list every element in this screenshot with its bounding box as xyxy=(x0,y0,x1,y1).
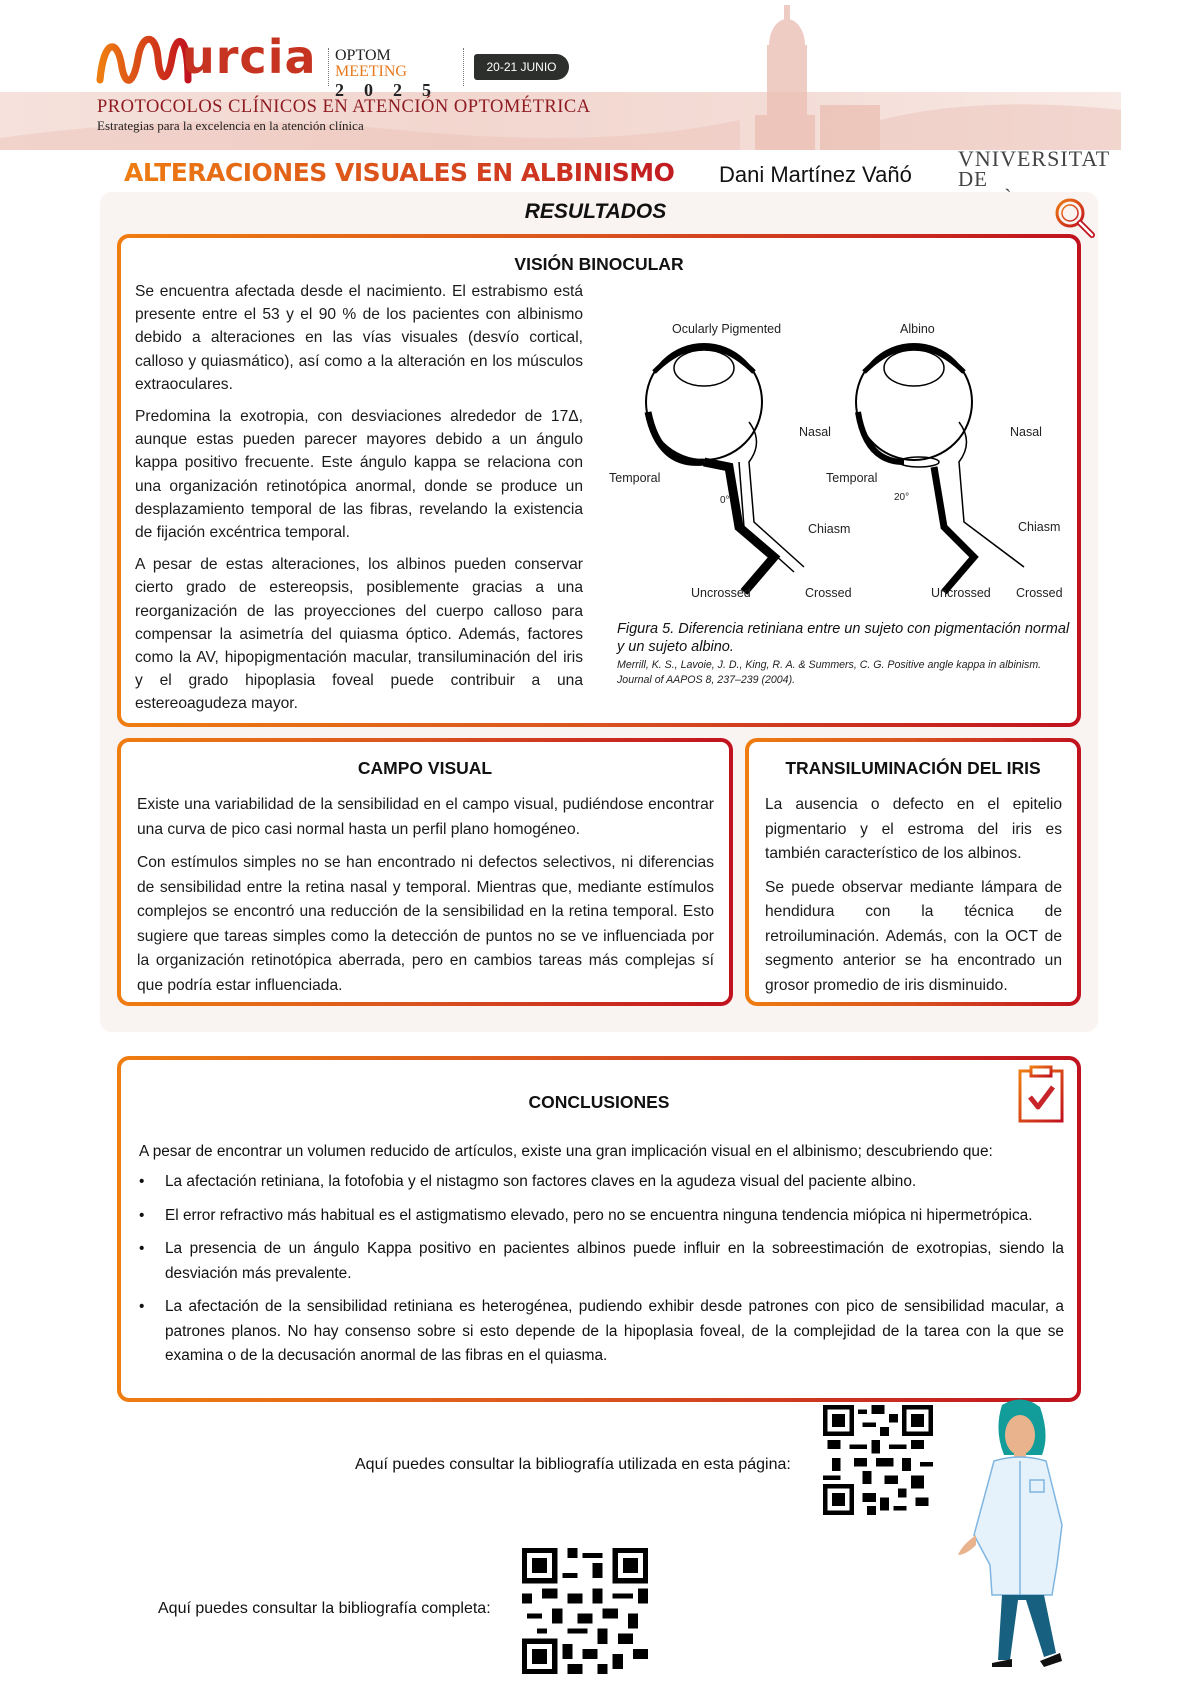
qr-code-full-bibliography[interactable] xyxy=(522,1548,648,1674)
visual-field-title: CAMPO VISUAL xyxy=(357,758,493,778)
pigmented-eye xyxy=(646,344,804,592)
conclusions-list xyxy=(139,1170,1064,1378)
figure-caption: Figura 5. Diferencia retiniana entre un sujeto con pigmentación normal y un sujeto albino. xyxy=(617,621,1070,655)
event-name: OPTOM MEETING xyxy=(335,47,407,80)
event-badge xyxy=(328,47,464,100)
clipboard-check-icon xyxy=(1016,1063,1066,1123)
poster-title: ALTERACIONES VISUALES EN ALBINISMO xyxy=(124,158,675,187)
iris-title: TRANSILUMINACIÓN DEL IRIS xyxy=(785,758,1041,778)
qr-code-page-bibliography[interactable] xyxy=(822,1405,934,1515)
conference-tagline: Estrategias para la excelencia en la atención clínica xyxy=(97,118,364,133)
conclusions-intro: A pesar de encontrar un volumen reducido de artículos, existe una gran implicación visual en el albinismo; descubriendo que: xyxy=(139,1143,993,1160)
optometrist-illustration xyxy=(952,1395,1092,1680)
conclusion-item: • La afectación de la sensibilidad retiniana es heterogénea, pudiendo exhibir desde patrones con pico de sensibilidad macular, a patrones planos. No hay consenso sobre si esto depende de la hipoplasia foveal, de la complejidad de la tarea con la que se examina o de la decusación anormal de las fibras en el quiasma. xyxy=(139,1295,1064,1369)
figure-citation: Merrill, K. S., Lavoie, J. D., King, R. A. & Summers, C. G. Positive angle kappa in albinism. Journal of AAPOS 8, 237–239 (2004). xyxy=(617,659,1042,686)
binocular-title: VISIÓN BINOCULAR xyxy=(514,254,684,274)
conclusion-item: • La presencia de un ángulo Kappa positivo en pacientes albinos puede influir en la sobreestimación de exotropias, siendo la desviación más prevalente. xyxy=(139,1237,1064,1286)
binocular-text: Se encuentra afectada desde el nacimiento. El estrabismo está presente entre el 53 y el 90 % de los pacientes con albinismo debido a alteraciones en las vías visuales (desvío cortical, calloso y quiasmático), así como a la alteración en los músculos extraoculares. Predomina la exotropia, con desviaciones alrededor de 17Δ, aunque estas pueden parecer mayores debido a un ángulo kappa positivo frecuente. Este ángulo kappa se relaciona con una organización retinotópica anormal, donde se produce un desplazamiento temporal de las fibras, revelando la existencia de fijación excéntrica temporal. A pesar de estas alteraciones, los albinos pueden conservar cierto grado de estereopsis, posiblemente gracias a una reorganización de las proyecciones del cuerpo calloso para compensar la asimetría del quiasma óptico. Además, factores como la AV, hipopigmentación macular, transiluminación del iris y el grado hipoplasia foveal puede contribuir a una estereoagudeza mayor. xyxy=(135,283,583,713)
author-name: Dani Martínez Vañó xyxy=(719,162,912,187)
conclusion-item: • La afectación retiniana, la fotofobia y el nistagmo son factores claves en la agudeza visual del paciente albino. xyxy=(139,1170,1064,1195)
bibliography-full-label: Aquí puedes consultar la bibliografía completa: xyxy=(158,1600,491,1617)
bibliography-page-label: Aquí puedes consultar la bibliografía utilizada en esta página: xyxy=(355,1456,791,1473)
date-badge: 20-21 JUNIO xyxy=(474,54,569,80)
conclusion-item: • El error refractivo más habitual es el astigmatismo elevado, pero no se encuentra ninguna tendencia miópica ni hipermetrópica. xyxy=(139,1204,1064,1229)
logo-text: urcia xyxy=(182,30,317,84)
conclusions-title: CONCLUSIONES xyxy=(528,1092,670,1112)
retina-figure: Ocularly Pigmented Albino Nasal Nasal Temporal Temporal 0° 20° Chiasm Chiasm Uncrossed Crossed Uncrossed Crossed xyxy=(604,302,1074,607)
conference-subtitle: PROTOCOLOS CLÍNICOS EN ATENCIÓN OPTOMÉTRICA xyxy=(97,97,591,117)
eye-diagram xyxy=(604,302,1074,607)
university-logo: VNIVERSITAT DE xyxy=(958,146,1111,191)
visual-field-text: Existe una variabilidad de la sensibilidad en el campo visual, pudiéndose encontrar una curva de pico casi normal hasta un perfil plano homogéneo. Con estímulos simples no se han encontrado ni defectos selectivos, ni diferencias de sensibilidad entre la retina nasal y temporal. Mientras que, mediante estímulos complejos se encontró una reducción de la sensibilidad en la retina temporal. Esto sugiere que tareas simples como la detección de puntos no se ve influenciada por la organización retinotópica aberrada, pero en cambios tareas más complejas sí que podría estar influenciada. xyxy=(137,796,714,994)
albino-eye xyxy=(856,344,1024,592)
iris-text: La ausencia o defecto en el epitelio pigmentario y el estroma del iris es también característico de los albinos. Se puede observar mediante lámpara de hendidura con la técnica de retroiluminación. Además, con la OCT de segmento anterior se ha encontrado un grosor promedio de iris disminuido. xyxy=(765,796,1062,994)
results-heading: RESULTADOS xyxy=(524,200,667,223)
event-year: 2025 xyxy=(335,80,451,100)
